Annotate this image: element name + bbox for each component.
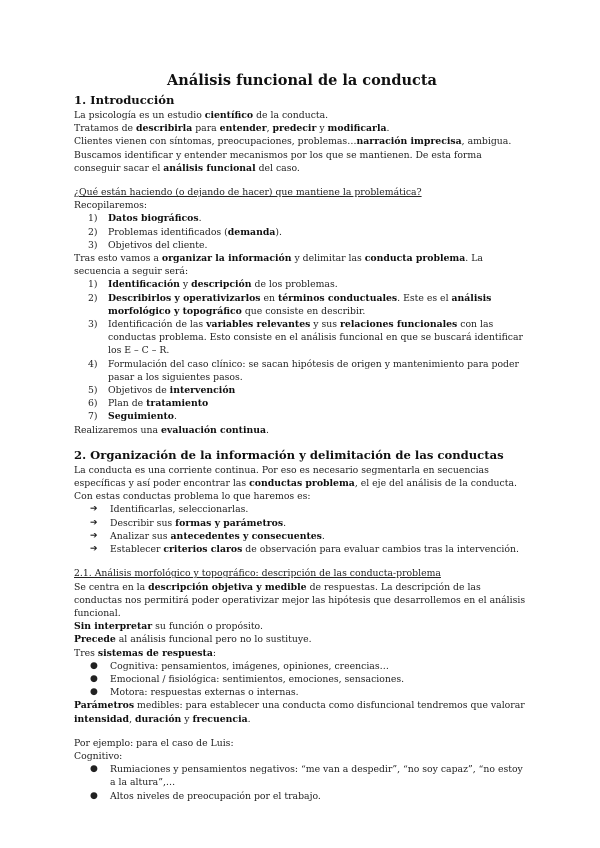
sequence-list: [74, 278, 530, 423]
data-collection-list: [74, 212, 530, 252]
list-item: 1) Datos biográficos.: [88, 213, 202, 225]
spacer: [74, 556, 530, 567]
list-item: ➔ Identificarlas, seleccionarlas.: [90, 504, 249, 516]
list-item: ➔ Describir sus formas y parámetros.: [90, 517, 287, 529]
bullet-icon: ●: [90, 687, 98, 698]
sec2-paragraph-3: Sin interpretar su función o propósito.: [74, 621, 263, 633]
guiding-question: ¿Qué están haciendo (o dejando de hacer) que mantiene la problemática?: [74, 187, 422, 199]
arrow-icon: ➔: [90, 504, 98, 515]
sec1-paragraph-3: Clientes vienen con síntomas, preocupaciones, problemas…narración imprecisa, ambigua.: [74, 136, 512, 148]
sec1-paragraph-6: Realizaremos una evaluación continua.: [74, 424, 270, 436]
spacer: [74, 726, 530, 737]
list-item: 7) Seguimiento.: [88, 411, 177, 423]
list-item: 6) Plan de tratamiento: [88, 398, 209, 410]
list-item: ➔ Establecer criterios claros de observación para evaluar cambios tras la intervención.: [90, 544, 519, 556]
response-systems-list: [74, 660, 530, 700]
document-title: Análisis funcional de la conducta: [167, 72, 437, 89]
list-item: 3) Objetivos del cliente.: [88, 239, 208, 251]
sec1-paragraph-2: Tratamos de describirla para entender, predecir y modificarla.: [74, 123, 390, 135]
arrow-icon: ➔: [90, 530, 98, 541]
spacer: [74, 175, 530, 186]
list-item: 2) Problemas identificados (demanda).: [88, 226, 282, 238]
list-item: ➔ Analizar sus antecedentes y consecuentes.: [90, 530, 325, 542]
sec2-paragraph-6: Parámetros medibles: para establecer una conducta como disfuncional tendremos que valorar intensidad, duración y frecuencia.: [74, 700, 525, 725]
cognitive-label: Cognitivo:: [74, 750, 123, 762]
list-item: 3) Identificación de las variables relevantes y sus relaciones funcionales con las conductas problema. Esto consiste en el análisis funcional en que se buscará identificar los E – C – R.: [88, 319, 523, 357]
list-item: 4) Formulación del caso clínico: se sacan hipótesis de origen y mantenimiento para poder pasar a los siguientes pasos.: [88, 358, 519, 383]
list-item: 5) Objetivos de intervención: [88, 385, 236, 397]
bullet-icon: ●: [90, 790, 98, 801]
list-item: ● Cognitiva: pensamientos, imágenes, opiniones, creencias…: [90, 660, 389, 672]
example-intro: Por ejemplo: para el caso de Luis:: [74, 737, 234, 749]
section-2-heading: 2. Organización de la información y delimitación de las conductas: [74, 447, 504, 462]
subsection-2-1-heading: 2.1. Análisis morfológico y topográfico: descripción de las conducta-problema: [74, 568, 441, 580]
example-list: [74, 763, 530, 803]
list-item: ● Altos niveles de preocupación por el trabajo.: [90, 790, 321, 802]
list-item: 1) Identificación y descripción de los problemas.: [88, 279, 338, 291]
sec2-paragraph-5: Tres sistemas de respuesta:: [74, 647, 216, 659]
sec2-paragraph-2: Se centra en la descripción objetiva y medible de respuestas. La descripción de las conductas nos permitirá poder operativizar mejor las hipótesis que desarrollemos en el análisis funcional.: [74, 581, 526, 619]
arrow-icon: ➔: [90, 517, 98, 528]
spacer: [74, 437, 530, 448]
bullet-icon: ●: [90, 660, 98, 671]
sec2-paragraph-4: Precede al análisis funcional pero no lo sustituye.: [74, 634, 312, 646]
arrow-icon: ➔: [90, 544, 98, 555]
list-item: 2) Describirlos y operativizarlos en términos conductuales. Este es el análisis morfológico y topográfico que consiste en describir.: [88, 292, 492, 317]
list-item: ● Motora: respuestas externas o internas.: [90, 687, 299, 699]
list-item: ● Rumiaciones y pensamientos negativos: “me van a despedir”, “no soy capaz”, “no estoy a la altura”,…: [90, 764, 523, 789]
list-item: ● Emocional / fisiológica: sentimientos, emociones, sensaciones.: [90, 673, 405, 685]
actions-list: [74, 503, 530, 556]
bullet-icon: ●: [90, 673, 98, 684]
sec1-paragraph-1: La psicología es un estudio científico de la conducta.: [74, 110, 329, 121]
bullet-icon: ●: [90, 764, 98, 775]
sec1-paragraph-5: Tras esto vamos a organizar la información y delimitar las conducta problema. La secuencia a seguir será:: [74, 253, 483, 278]
sec2-paragraph-1: La conducta es una corriente continua. Por eso es necesario segmentarla en secuencias específicas y así poder encontrar las conductas problema, el eje del análisis de la conducta. Con estas conductas problema lo que haremos es:: [74, 464, 517, 503]
recopilaremos-label: Recopilaremos:: [74, 200, 148, 212]
sec1-paragraph-4: Buscamos identificar y entender mecanismos por los que se mantienen. De esta forma conseguir sacar el análisis funcional del caso.: [74, 149, 482, 174]
section-1-heading: 1. Introducción: [74, 93, 175, 107]
